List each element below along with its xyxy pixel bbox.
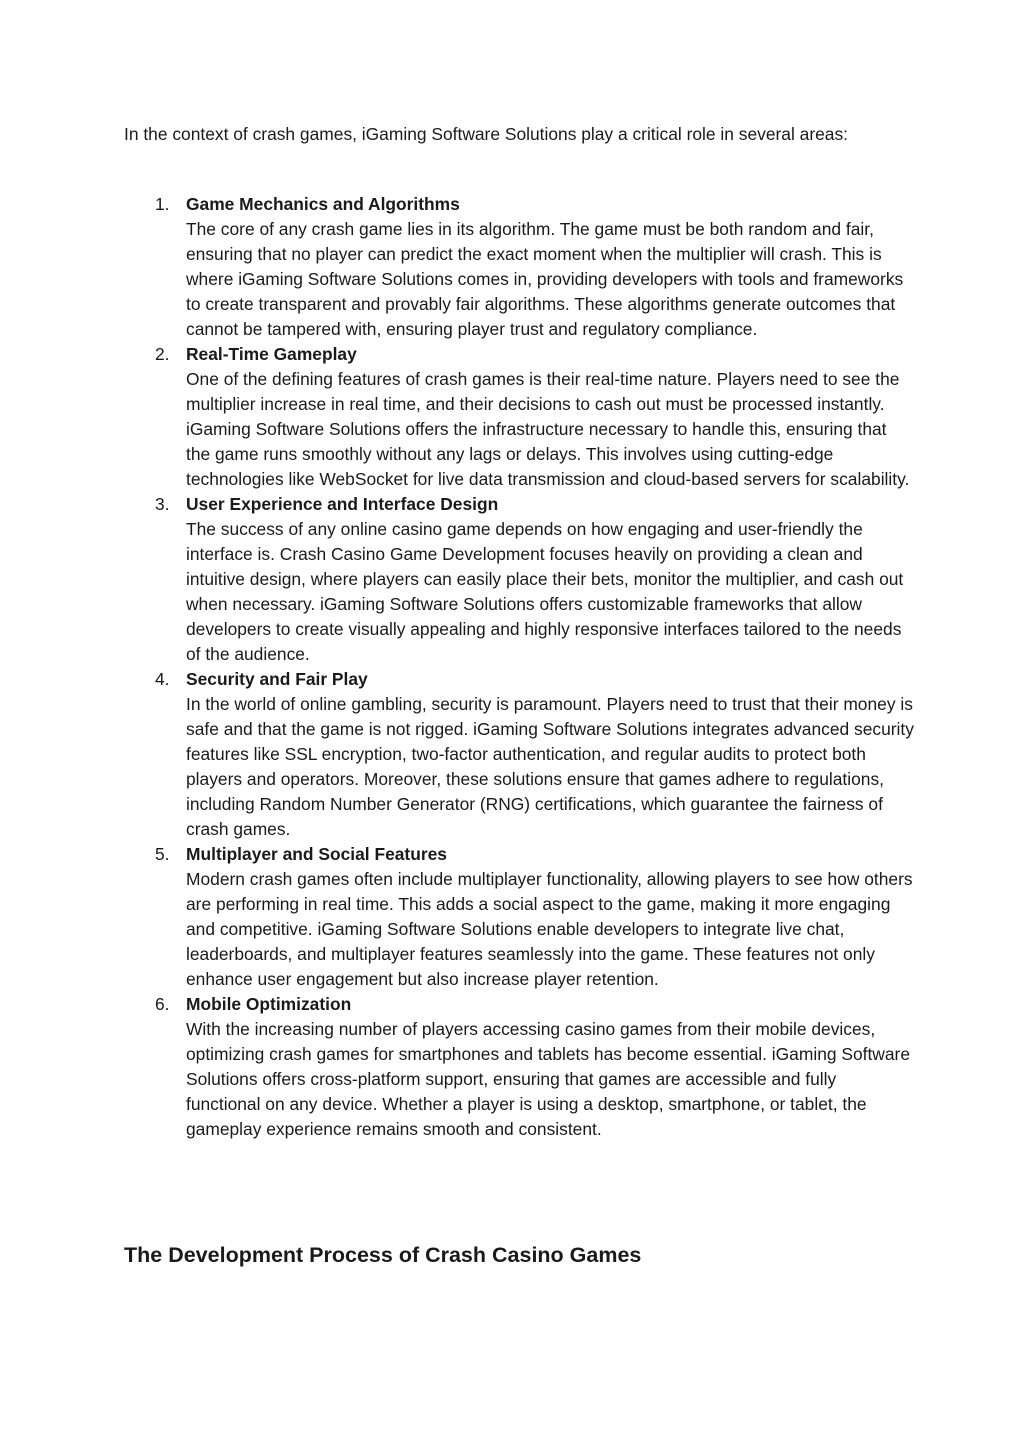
list-item-title: Security and Fair Play xyxy=(186,669,368,689)
list-item xyxy=(124,992,914,1142)
list-item-title: Real-Time Gameplay xyxy=(186,344,357,364)
intro-paragraph: In the context of crash games, iGaming Software Solutions play a critical role in several areas: xyxy=(124,124,848,144)
list-item xyxy=(124,667,914,842)
list-item-number: 1. xyxy=(155,194,170,214)
role-areas-list xyxy=(124,192,914,1142)
list-item-number: 4. xyxy=(155,669,170,689)
list-item xyxy=(124,342,914,492)
list-item-body: With the increasing number of players accessing casino games from their mobile devices, optimizing crash games for smartphones and tablets has become essential. iGaming Software Solutions offers cross-platform support, ensuring that games are accessible and fully functional on any device. Whether a player is using a desktop, smartphone, or tablet, the gameplay experience remains smooth and consistent. xyxy=(186,1019,911,1139)
section-heading: The Development Process of Crash Casino Games xyxy=(124,1243,642,1267)
list-item xyxy=(124,492,914,667)
list-item-title: Multiplayer and Social Features xyxy=(186,844,447,864)
list-item xyxy=(124,192,914,342)
list-item xyxy=(124,842,914,992)
list-item-title: Mobile Optimization xyxy=(186,994,352,1014)
list-item-body: The success of any online casino game depends on how engaging and user-friendly the interface is. Crash Casino Game Development focuses heavily on providing a clean and intuitive design, where players can easily place their bets, monitor the multiplier, and cash out when necessary. iGaming Software Solutions offers customizable frameworks that allow developers to create visually appealing and highly responsive interfaces tailored to the needs of the audience. xyxy=(186,519,904,664)
list-item-body: One of the defining features of crash games is their real-time nature. Players need to see the multiplier increase in real time, and their decisions to cash out must be processed instantly. iGaming Software Solutions offers the infrastructure necessary to handle this, ensuring that the game runs smoothly without any lags or delays. This involves using cutting-edge technologies like WebSocket for live data transmission and cloud-based servers for scalability. xyxy=(186,369,910,489)
list-item-number: 2. xyxy=(155,344,170,364)
list-item-body: The core of any crash game lies in its algorithm. The game must be both random and fair, ensuring that no player can predict the exact moment when the multiplier will crash. This is where iGaming Software Solutions comes in, providing developers with tools and frameworks to create transparent and provably fair algorithms. These algorithms generate outcomes that cannot be tampered with, ensuring player trust and regulatory compliance. xyxy=(186,219,904,339)
list-item-number: 3. xyxy=(155,494,170,514)
list-item-title: Game Mechanics and Algorithms xyxy=(186,194,460,214)
list-item-number: 5. xyxy=(155,844,170,864)
list-item-body: Modern crash games often include multiplayer functionality, allowing players to see how others are performing in real time. This adds a social aspect to the game, making it more engaging and competitive. iGaming Software Solutions enable developers to integrate live chat, leaderboards, and multiplayer features seamlessly into the game. These features not only enhance user engagement but also increase player retention. xyxy=(186,869,913,989)
list-item-number: 6. xyxy=(155,994,170,1014)
list-item-body: In the world of online gambling, security is paramount. Players need to trust that their money is safe and that the game is not rigged. iGaming Software Solutions integrates advanced security features like SSL encryption, two-factor authentication, and regular audits to protect both players and operators. Moreover, these solutions ensure that games adhere to regulations, including Random Number Generator (RNG) certifications, which guarantee the fairness of crash games. xyxy=(186,694,914,839)
list-item-title: User Experience and Interface Design xyxy=(186,494,499,514)
